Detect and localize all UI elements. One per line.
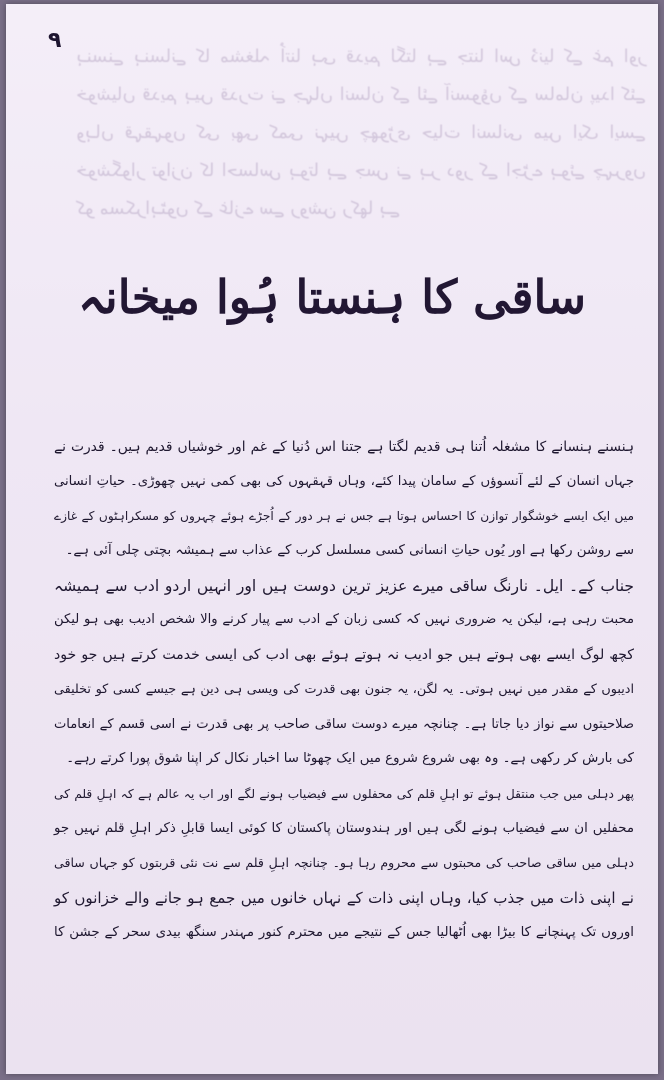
text-line: محفلیں ان سے فیضیاب ہونے لگی ہیں اور ہندوستان پاکستان کا کوئی ایسا قابلِ ذکر اہلِ قلم نہیں جو xyxy=(54,820,634,836)
text-line: کچھ لوگ ایسے بھی ہوتے ہیں جو ادیب نہ ہوتے ہوئے بھی ادب کی ایسی خدمت کرتے ہیں جو خود xyxy=(54,647,634,664)
chapter-title: ساقی کا ہنستا ہُوا میخانہ xyxy=(77,270,587,324)
text-line: پھر دہلی میں جب منتقل ہوئے تو اہلِ قلم کی محفلوں سے فیضیاب ہونے لگے اور اب یہ عالم ہے کہ اہلِ قلم کی xyxy=(54,786,634,801)
body-paragraph xyxy=(54,430,634,950)
book-page xyxy=(6,4,658,1074)
text-line: جناب کے۔ ایل۔ نارنگ ساقی میرے عزیز ترین دوست ہیں اور انہیں اردو ادب سے ہمیشہ xyxy=(54,576,634,595)
text-line: میں ایک ایسے خوشگوار توازن کا احساس ہوتا ہے جس نے ہر دور کے اُجڑے ہوئے چہروں کو مسکراہٹوں کے غازے xyxy=(54,509,634,524)
page-number: ۹ xyxy=(48,28,62,53)
text-line: ادیبوں کے مقدر میں نہیں ہوتی۔ یہ لگن، یہ جنون بھی قدرت کی ویسی ہی دین ہے جیسے کسی کو تخلیقی xyxy=(54,681,634,697)
text-line: محبت رہی ہے، لیکن یہ ضروری نہیں کہ کسی زبان کے ادب سے پیار کرنے والا شخص ادیب بھی ہو لیکن xyxy=(54,612,634,628)
text-line: صلاحیتوں سے نواز دیا جاتا ہے۔ چنانچہ میرے دوست ساقی صاحب پر بھی قدرت نے اسی قسم کے انعامات xyxy=(54,716,634,732)
text-line: سے روشن رکھا ہے اور یُوں حیاتِ انسانی کسی مسلسل کرب کے عذاب سے ہمیشہ بچتی چلی آئی ہے۔ xyxy=(65,543,634,559)
text-line: جہاں انسان کے لئے آنسوؤں کے سامان پیدا کئے، وہاں قہقہوں کی بھی کمی نہیں چھوڑی۔ حیاتِ انسانی xyxy=(54,473,634,489)
bleed-through-text: ہنسنے ہنسانے کا مشغلہ اُتنا ہی قدیم لگتا ہے جتنا اس دُنیا کے غم اور خوشیاں قدیم ہیں قدرت نے جہاں انسان کے لئے آنسوؤں کے سامان پیدا کئے وہاں قہقہوں کی بھی کمی نہیں چھوڑی حیات انسانی میں ایک ایسے خوشگوار توازن کا احساس ہوتا ہے جس نے ہر دور کے اجڑے ہوئے چہروں کو مسکراہٹوں کے غازے سے روشن رکھا ہے xyxy=(76,46,646,219)
text-line: نے اپنی ذات میں جذب کیا، وہاں اپنی ذات کے نہاں خانوں میں جمع ہو جانے والے خزانوں کو xyxy=(54,888,634,907)
text-line: کی بارش کر رکھی ہے۔ وہ بھی شروع شروع میں ایک چھوٹا سا اخبار نکال کر اپنا شوق پورا کرتے رہے۔ xyxy=(66,751,634,767)
text-line: دہلی میں ساقی صاحب کی محبتوں سے محروم رہا ہو۔ چنانچہ اہلِ قلم سے نت نئی قربتوں کو جہاں ساقی xyxy=(54,855,634,871)
text-line: ہنسنے ہنسانے کا مشغلہ اُتنا ہی قدیم لگتا ہے جتنا اس دُنیا کے غم اور خوشیاں قدیم ہیں۔ قدرت نے xyxy=(54,439,634,455)
text-line: اوروں تک پہنچانے کا بیڑا بھی اُٹھالیا جس کے نتیجے میں محترم کنور مہندر سنگھ بیدی سحر کے جشن کا xyxy=(54,924,634,940)
